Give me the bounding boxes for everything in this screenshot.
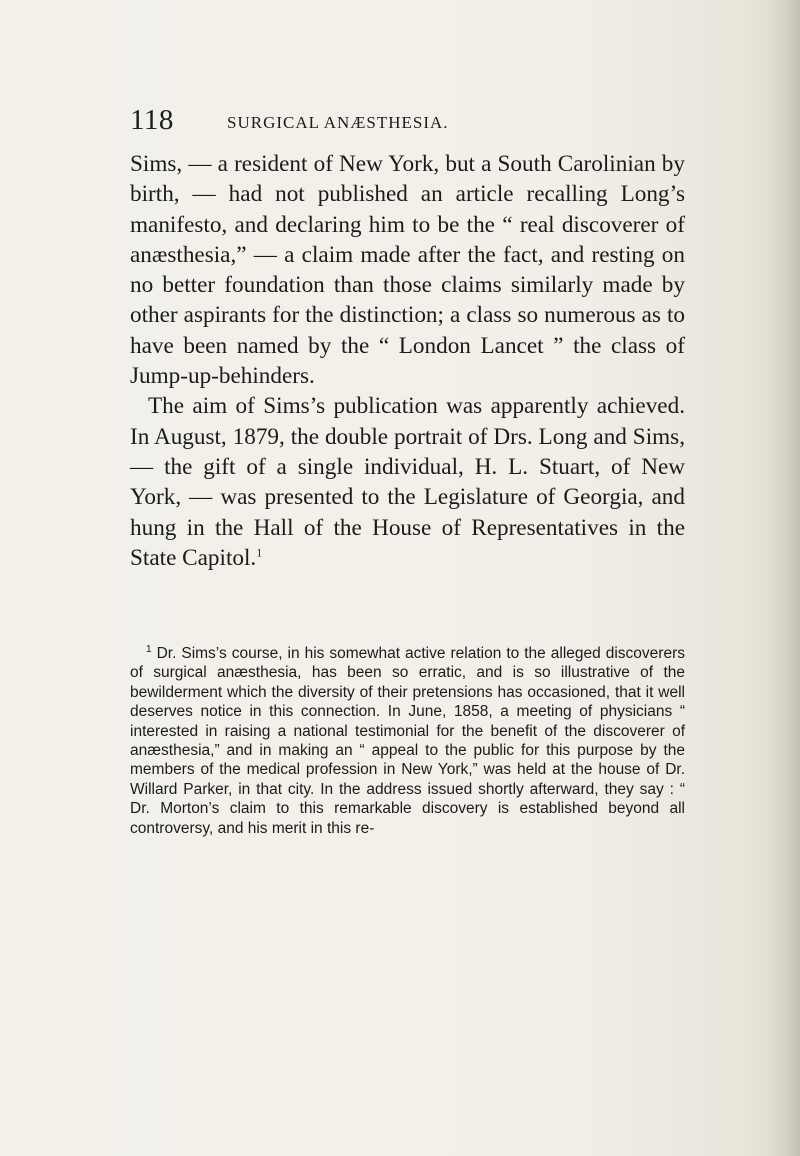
page-header	[130, 104, 690, 144]
footnote	[130, 644, 685, 838]
paragraph-2	[130, 391, 685, 573]
page-edge-shadow	[766, 0, 800, 1156]
footnote-reference: 1	[256, 545, 263, 560]
footnote-text: Dr. Sims’s course, in his somewhat active relation to the alleged discoverers of surgical anæsthesia, has been so erratic, and is so illustrative of the bewilderment which the diversity of their pretensions has occasioned, that it well deserves notice in this connection. In June, 1858, a meeting of physicians “ interested in raising a national testimonial for the benefit of the discoverer of anæsthesia,” and in making an “ appeal to the public for this purpose by the members of the medical profession in New York,” was held at the house of Dr. Willard Parker, in that city. In the address issued shortly afterward, they say : “ Dr. Morton’s claim to this remarkable discovery is established beyond all controversy, and his merit in this re-	[130, 645, 685, 837]
paragraph-1: Sims, — a resident of New York, but a South Carolinian by birth, — had not published an article recalling Long’s manifesto, and declaring him to be the “ real discoverer of anæsthesia,” — a claim made after the fact, and resting on no better foundation than those claims similarly made by other aspirants for the distinction; a class so numerous as to have been named by the “ London Lancet ” the class of Jump-up-behinders.	[130, 151, 685, 390]
body-text	[130, 149, 685, 573]
running-head: SURGICAL ANÆSTHESIA.	[227, 113, 449, 132]
footnote-marker: 1	[146, 644, 152, 655]
page-number: 118	[130, 104, 174, 136]
paragraph-2-text: The aim of Sims’s publication was apparently achieved. In August, 1879, the double portrait of Drs. Long and Sims, — the gift of a single individual, H. L. Stuart, of New York, — was presented to the Legislature of Georgia, and hung in the Hall of the House of Representatives in the State Capitol.	[130, 393, 685, 571]
footnote-paragraph	[130, 644, 685, 838]
